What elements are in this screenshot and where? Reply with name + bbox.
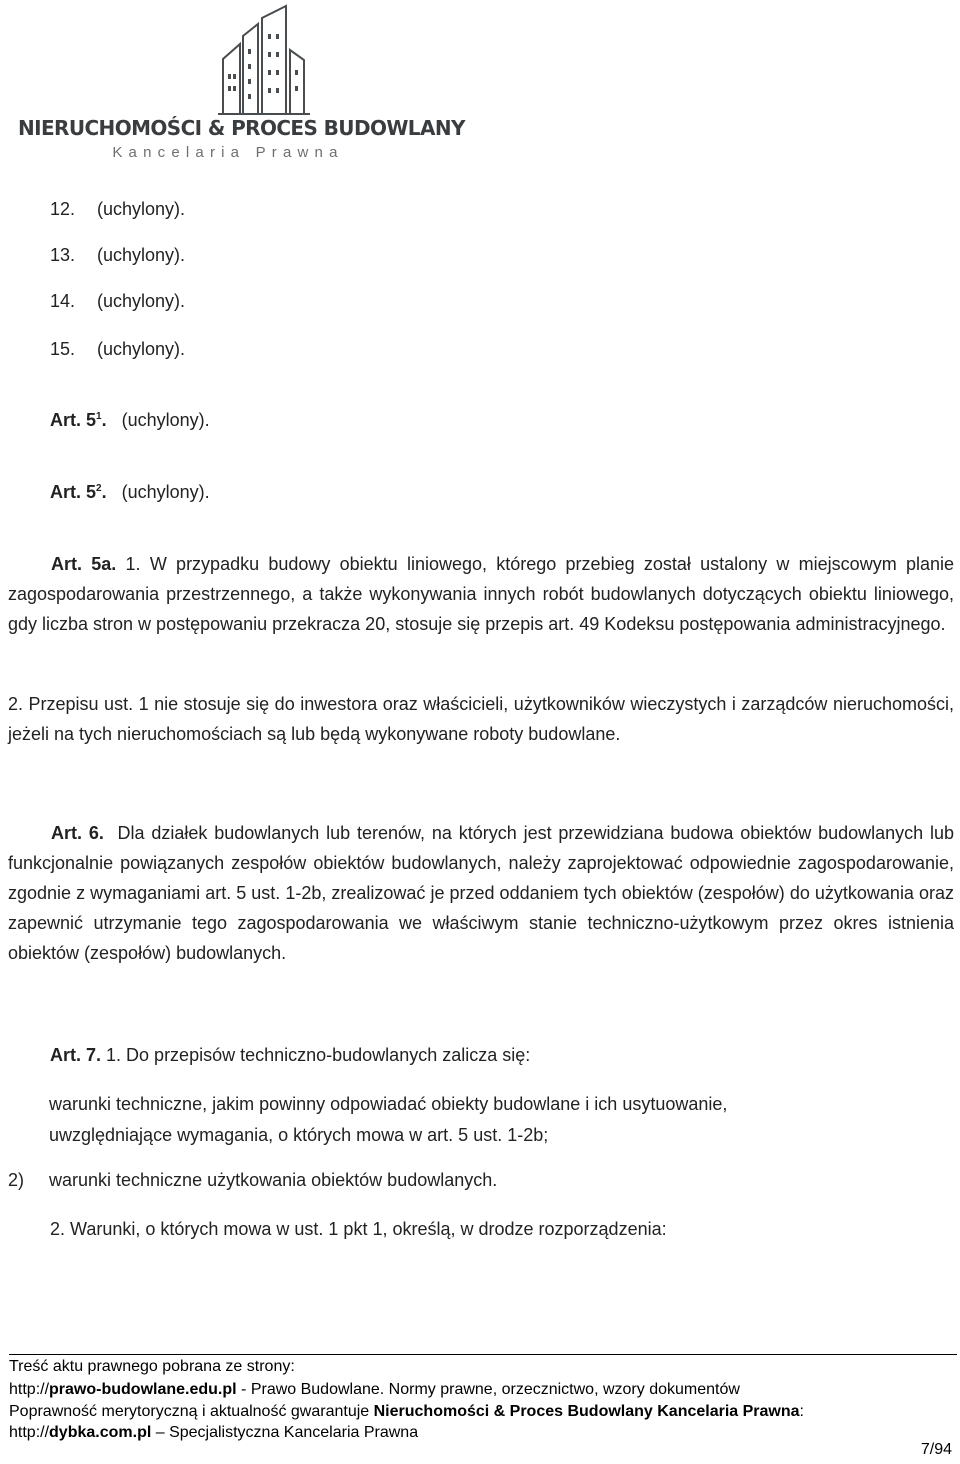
- article-7-intro: [50, 1043, 530, 1067]
- footer-firm-link[interactable]: [9, 1423, 418, 1443]
- article-5-1: [50, 408, 210, 432]
- list-item: [50, 289, 185, 313]
- article-label: Art. 5a.: [51, 554, 117, 574]
- article-7-point-2: [8, 1168, 497, 1192]
- item-text: (uchylony).: [97, 291, 186, 311]
- guarantee-text: Poprawność merytoryczną i aktualność gwarantuje: [9, 1403, 374, 1420]
- paragraph-text: 1. W przypadku budowy obiektu liniowego, którego przebieg został ustalony w miejscowym planie zagospodarowania przestrzennego, a także wykonywania innych robót budowlanych dotyczących obiektu liniowego, gdy liczba stron w postępowaniu przekracza 20, stosuje się przepis art. 49 Kodeksu postępowania administracyjnego.: [8, 554, 954, 634]
- item-number: 15.: [50, 339, 76, 359]
- article-text: (uchylony).: [121, 410, 210, 430]
- footer-guarantee: [9, 1402, 804, 1422]
- list-item: [50, 197, 185, 221]
- footer-divider: [9, 1354, 957, 1355]
- item-number: 12.: [50, 199, 76, 219]
- point-number: [8, 1089, 49, 1119]
- guarantee-colon: :: [799, 1403, 804, 1420]
- article-label: Art. 5: [50, 482, 97, 502]
- paragraph-text: 2. Warunki, o których mowa w ust. 1 pkt 1, określą, w drodze rozporządzenia:: [50, 1219, 667, 1239]
- item-number: 13.: [50, 245, 76, 265]
- item-text: (uchylony).: [97, 339, 186, 359]
- point-number: 2): [8, 1170, 25, 1190]
- point-text-line: warunki techniczne użytkowania obiektów budowlanych.: [49, 1170, 498, 1190]
- item-text: (uchylony).: [97, 199, 186, 219]
- list-item: [50, 243, 185, 267]
- article-label: Art. 6.: [51, 823, 104, 843]
- article-7-point-1: [8, 1089, 954, 1119]
- buildings-skyline-icon: [18, 4, 438, 116]
- article-7-paragraph-2: [50, 1217, 667, 1241]
- url-prefix: http://: [9, 1424, 50, 1441]
- article-7-point-1-continuation: [49, 1123, 548, 1147]
- firm-name: Nieruchomości & Proces Budowlany Kancelaria Prawna: [373, 1403, 800, 1420]
- logo-subtitle: Kancelaria Prawna: [112, 144, 344, 161]
- article-label-dot: .: [101, 482, 107, 502]
- page-number: 7/94: [920, 1441, 952, 1458]
- article-5a-paragraph-1: [8, 549, 954, 639]
- item-number: 14.: [50, 291, 76, 311]
- list-item: [50, 337, 185, 361]
- paragraph-text: 1. Do przepisów techniczno-budowlanych zalicza się:: [106, 1045, 531, 1065]
- article-6-paragraph: [8, 818, 954, 968]
- article-5a-paragraph-2: [8, 689, 954, 749]
- logo-title: NIERUCHOMOŚCI & PROCES BUDOWLANY: [18, 116, 465, 140]
- article-superscript: 1: [96, 411, 102, 422]
- article-label: Art. 5: [50, 410, 97, 430]
- point-text-line: uwzględniające wymagania, o których mowa w art. 5 ust. 1-2b;: [49, 1125, 549, 1145]
- company-logo: [18, 4, 465, 162]
- item-text: (uchylony).: [97, 245, 186, 265]
- article-5-2: [50, 480, 210, 504]
- point-text-line: warunki techniczne, jakim powinny odpowiadać obiekty budowlane i ich usytuowanie,: [49, 1094, 728, 1114]
- article-superscript: 2: [96, 483, 102, 494]
- url-domain: prawo-budowlane.edu.pl: [49, 1381, 237, 1398]
- site-description: - Prawo Budowlane. Normy prawne, orzecznictwo, wzory dokumentów: [236, 1381, 740, 1398]
- firm-description: – Specjalistyczna Kancelaria Prawna: [151, 1424, 419, 1441]
- paragraph-text: Dla działek budowlanych lub terenów, na których jest przewidziana budowa obiektów budowlanych lub funkcjonalnie powiązanych zespołów obiektów budowlanych, należy zaprojektować odpowiednie zagospodarowanie, zgodnie z wymaganiami art. 5 ust. 1-2b, zrealizować je przed oddaniem tych obiektów (zespołów) do użytkowania oraz zapewnić utrzymanie tego zagospodarowania we właściwym stanie techniczno-użytkowym przez okres istnienia obiektów (zespołów) budowlanych.: [8, 823, 955, 963]
- footer-source-link[interactable]: [9, 1380, 740, 1400]
- url-domain: dybka.com.pl: [49, 1424, 152, 1441]
- article-label: Art. 7.: [50, 1045, 102, 1065]
- article-label-dot: .: [101, 410, 107, 430]
- url-prefix: http://: [9, 1381, 50, 1398]
- paragraph-text: 2. Przepisu ust. 1 nie stosuje się do inwestora oraz właścicieli, użytkowników wieczystych i zarządców nieruchomości, jeżeli na tych nieruchomościach są lub będą wykonywane roboty budowlane.: [8, 694, 954, 744]
- footer-source-label: Treść aktu prawnego pobrana ze strony:: [9, 1358, 295, 1375]
- article-text: (uchylony).: [121, 482, 210, 502]
